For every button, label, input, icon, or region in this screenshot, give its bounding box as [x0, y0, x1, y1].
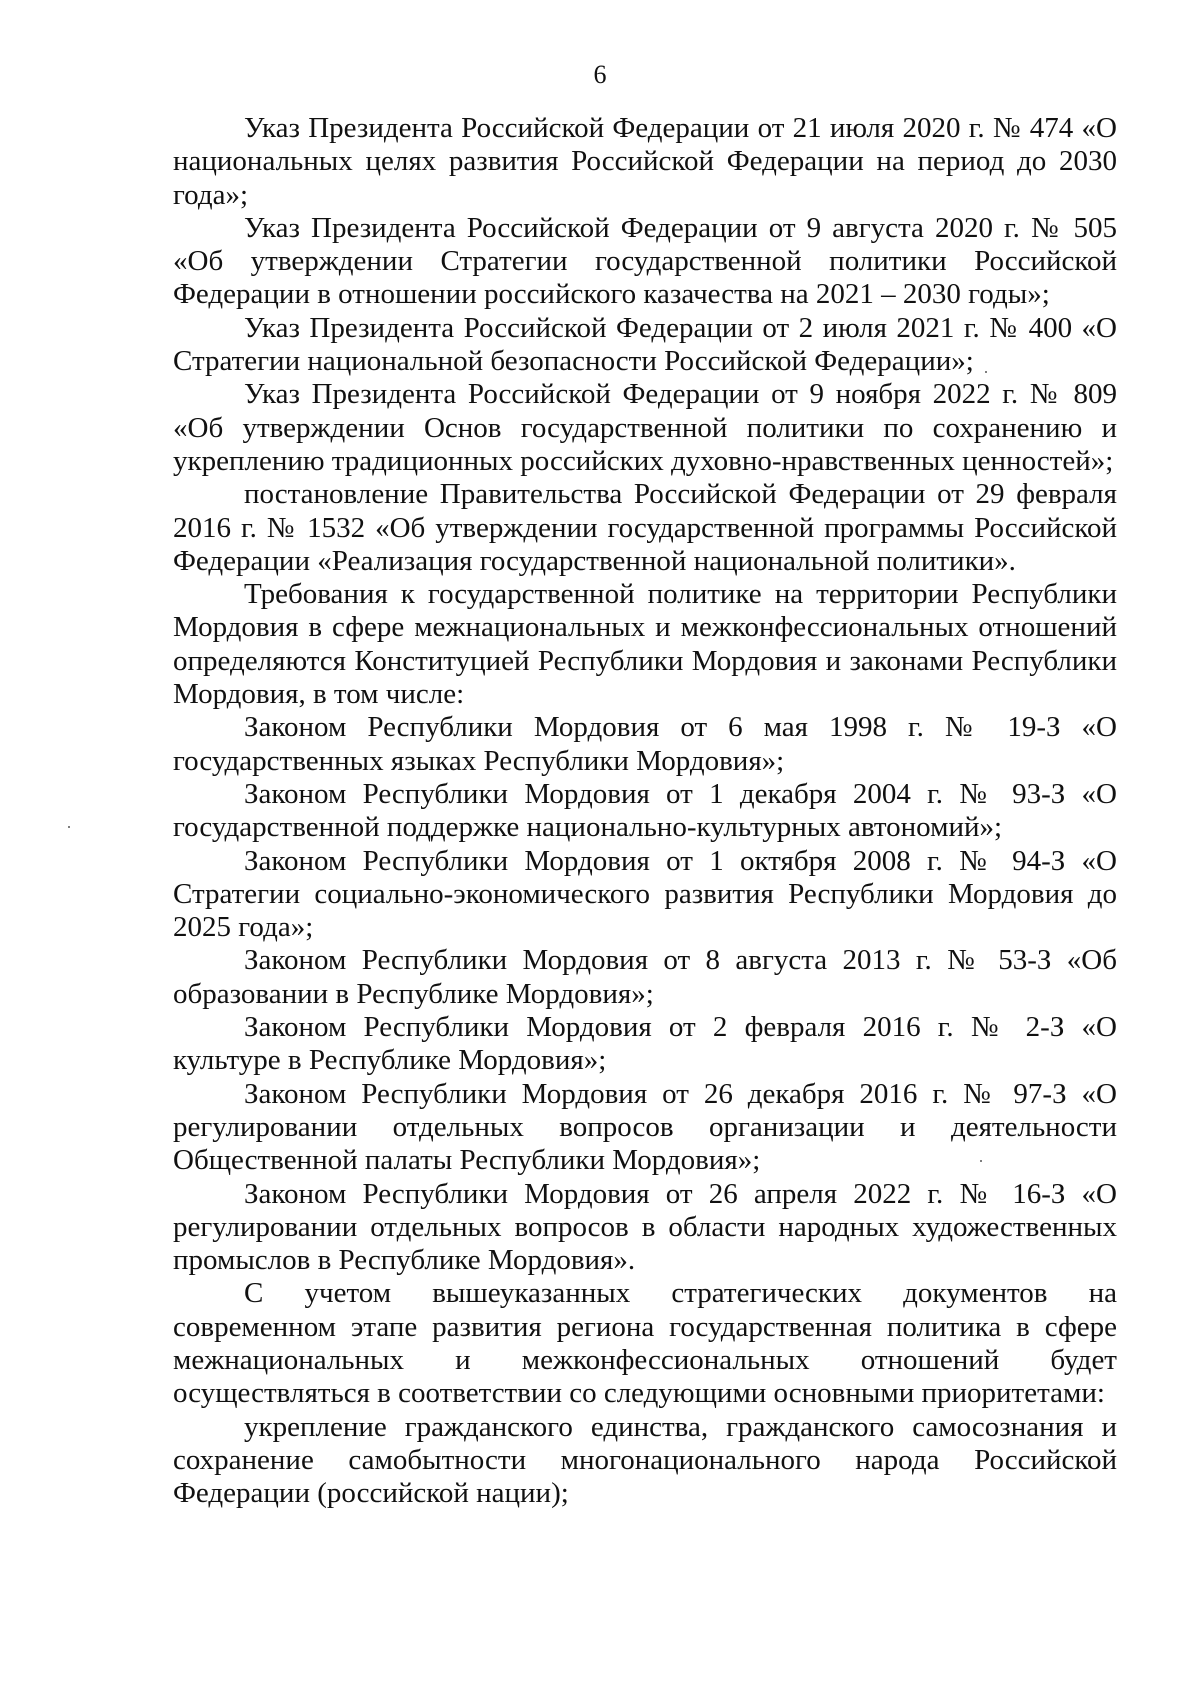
paragraph-decree-505: Указ Президента Российской Федерации от 9 августа 2020 г. № 505 «Об утверждении Стратегии государственной политики Российской Федерации в отношении российского казачества на 2021 – 2030 годы»; [173, 211, 1117, 311]
paragraph-law-94-z: Законом Республики Мордовия от 1 октября 2008 г. № 94-З «О Стратегии социально-экономического развития Республики Мордовия до 2025 года»; [173, 844, 1117, 944]
scan-speck [980, 1160, 982, 1162]
page-number: 6 [593, 60, 607, 89]
paragraph-priority-civic-unity: укрепление гражданского единства, гражданского самосознания и сохранение самобытности многонационального народа Российской Федерации (российской нации); [173, 1410, 1117, 1510]
scan-speck [68, 826, 70, 828]
paragraph-priorities-intro: С учетом вышеуказанных стратегических документов на современном этапе развития региона государственная политика в сфере межнациональных и межконфессиональных отношений будет осуществляться в соответствии со следующими основными приоритетами: [173, 1277, 1117, 1410]
paragraph-decree-809: Указ Президента Российской Федерации от 9 ноября 2022 г. № 809 «Об утверждении Основ государственной политики по сохранению и укреплению традиционных российских духовно-нравственных ценностей»; [173, 378, 1117, 477]
paragraph-law-2-z: Законом Республики Мордовия от 2 февраля 2016 г. № 2-З «О культуре в Республике Мордовия»; [173, 1011, 1117, 1077]
paragraph-resolution-1532: постановление Правительства Российской Федерации от 29 февраля 2016 г. № 1532 «Об утверждении государственной программы Российской Федерации «Реализация государственной национальной политики». [173, 478, 1117, 577]
document-body [173, 112, 1117, 1510]
scan-speck [985, 371, 987, 373]
paragraph-decree-474: Указ Президента Российской Федерации от 21 июля 2020 г. № 474 «О национальных целях развития Российской Федерации на период до 2030 года»; [173, 112, 1117, 211]
paragraph-law-93-z: Законом Республики Мордовия от 1 декабря 2004 г. № 93-З «О государственной поддержке национально-культурных автономий»; [173, 777, 1117, 844]
paragraph-requirements: Требования к государственной политике на территории Республики Мордовия в сфере межнациональных и межконфессиональных отношений определяются Конституцией Республики Мордовия и законами Республики Мордовия, в том числе: [173, 578, 1117, 711]
paragraph-law-16-z: Законом Республики Мордовия от 26 апреля 2022 г. № 16-З «О регулировании отдельных вопросов в области народных художественных промыслов в Республике Мордовия». [173, 1177, 1117, 1277]
paragraph-law-19-z: Законом Республики Мордовия от 6 мая 1998 г. № 19-З «О государственных языках Республики Мордовия»; [173, 711, 1117, 777]
paragraph-law-53-z: Законом Республики Мордовия от 8 августа 2013 г. № 53-З «Об образовании в Республике Мордовия»; [173, 944, 1117, 1010]
paragraph-decree-400: Указ Президента Российской Федерации от 2 июля 2021 г. № 400 «О Стратегии национальной безопасности Российской Федерации»; [173, 311, 1117, 378]
paragraph-law-97-z: Законом Республики Мордовия от 26 декабря 2016 г. № 97-З «О регулировании отдельных вопросов организации и деятельности Общественной палаты Республики Мордовия»; [173, 1077, 1117, 1177]
